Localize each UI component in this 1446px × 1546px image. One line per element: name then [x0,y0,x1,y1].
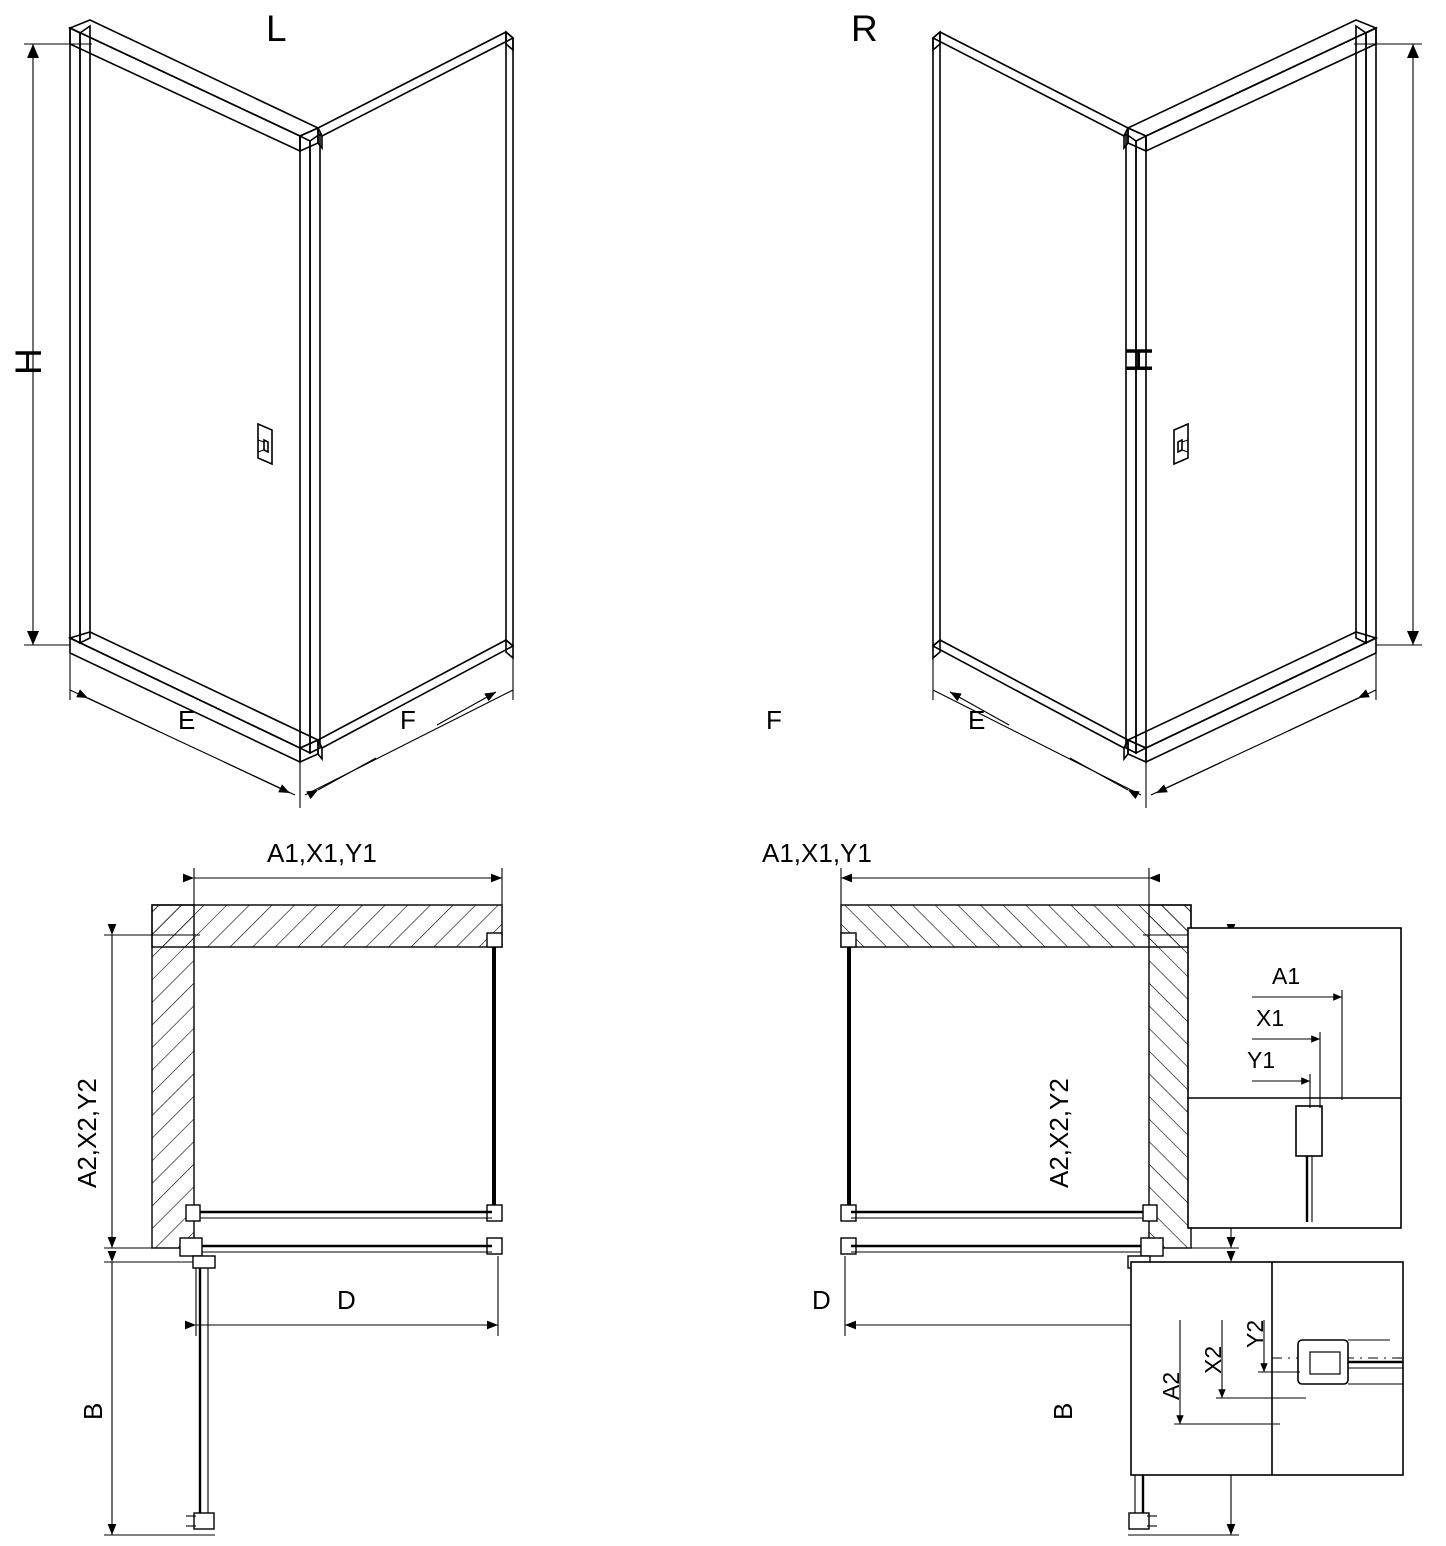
label-e-right: E [968,705,986,735]
label-plan-left-door-dim: D [337,1285,356,1315]
label-plan-left-swing-dim: B [78,1402,108,1420]
label-plan-right-door-dim: D [812,1285,831,1315]
label-f-right: F [766,705,782,735]
label-plan-right-side-dim: A2,X2,Y2 [1044,1078,1074,1188]
label-plan-left-side-dim: A2,X2,Y2 [72,1078,102,1188]
label-height-right: H [1119,346,1160,373]
label-detail-top-y1: Y1 [1247,1047,1276,1073]
iso-view-left [24,20,513,808]
label-e-left: E [178,705,196,735]
label-plan-right-swing-dim: B [1048,1402,1078,1420]
label-detail-bottom-x2: X2 [1200,1345,1226,1374]
iso-view-right [933,20,1422,808]
detail-bottom [1131,1262,1403,1475]
label-detail-top-x1: X1 [1256,1005,1285,1031]
label-variant-left: L [266,8,287,49]
label-detail-bottom-y2: Y2 [1242,1319,1268,1348]
label-variant-right: R [851,8,878,49]
label-detail-bottom-a2: A2 [1158,1371,1184,1400]
label-f-left: F [400,705,416,735]
label-height-left: H [8,348,49,375]
label-detail-top-a1: A1 [1272,963,1301,989]
label-plan-left-top-dim: A1,X1,Y1 [267,838,377,868]
plan-view-left [104,868,502,1535]
label-plan-right-top-dim: A1,X1,Y1 [762,838,872,868]
